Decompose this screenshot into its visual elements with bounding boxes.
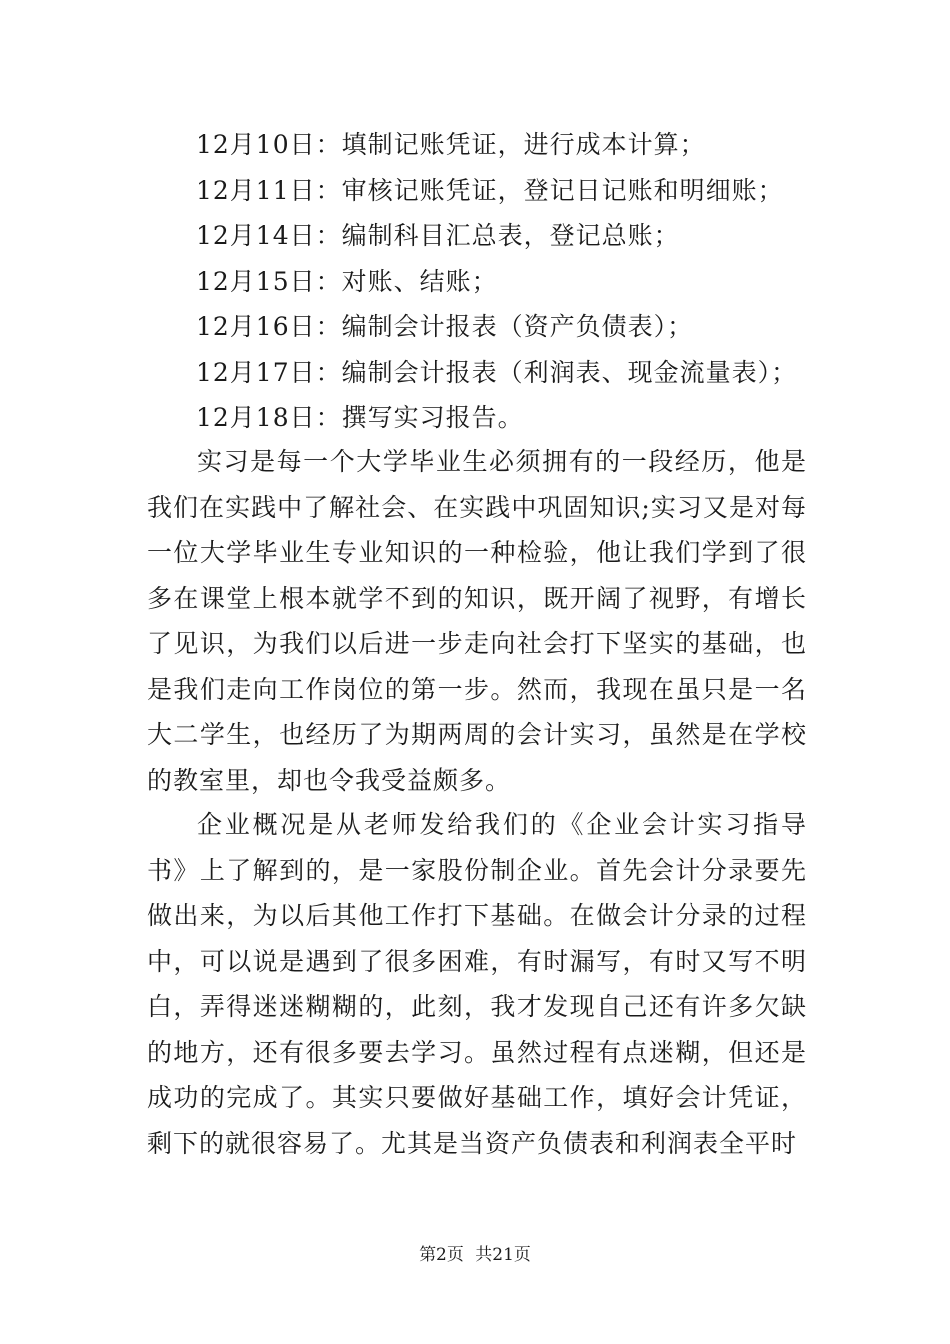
schedule-item: 12月11日：审核记账凭证，登记日记账和明细账； [196,175,784,205]
schedule-item: 12月10日：填制记账凭证，进行成本计算； [196,130,706,159]
schedule-item: 12月18日：撰写实习报告。 [196,403,524,432]
schedule-item: 12月15日：对账、结账； [196,266,498,296]
page-footer: 第2页 共21页 [419,1245,531,1265]
body-paragraph: 实习是每一个大学毕业生必须拥有的一段经历，他是我们在实践中了解社会、在实践中巩固知识;实习又是对每一位大学毕业生专业知识的一种检验，他让我们学到了很多在课堂上根本就学不到的知识，既开阔了视野，有增长了见识，为我们以后进一步走向社会打下坚实的基础，也是我们走向工作岗位的第一步。然而，我现在虽只是一名大二学生，也经历了为期两周的会计实习，虽然是在学校的教室里，却也令我受益颇多。 [147,447,807,795]
schedule-item: 12月16日：编制会计报表（资产负债表）； [196,312,694,341]
schedule-list [196,122,816,441]
body-paragraph: 企业概况是从老师发给我们的《企业会计实习指导书》上了解到的，是一家股份制企业。首先会计分录要先做出来，为以后其他工作打下基础。在做会计分录的过程中，可以说是遇到了很多困难，有时漏写，有时又写不明白，弄得迷迷糊糊的，此刻，我才发现自己还有许多欠缺的地方，还有很多要去学习。虽然过程有点迷糊，但还是成功的完成了。其实只要做好基础工作，填好会计凭证，剩下的就很容易了。尤其是当资产负债表和利润表全平时 [147,810,807,1158]
schedule-item: 12月17日：编制会计报表（利润表、现金流量表）； [196,357,798,387]
schedule-item: 12月14日：编制科目汇总表，登记总账； [196,221,680,250]
